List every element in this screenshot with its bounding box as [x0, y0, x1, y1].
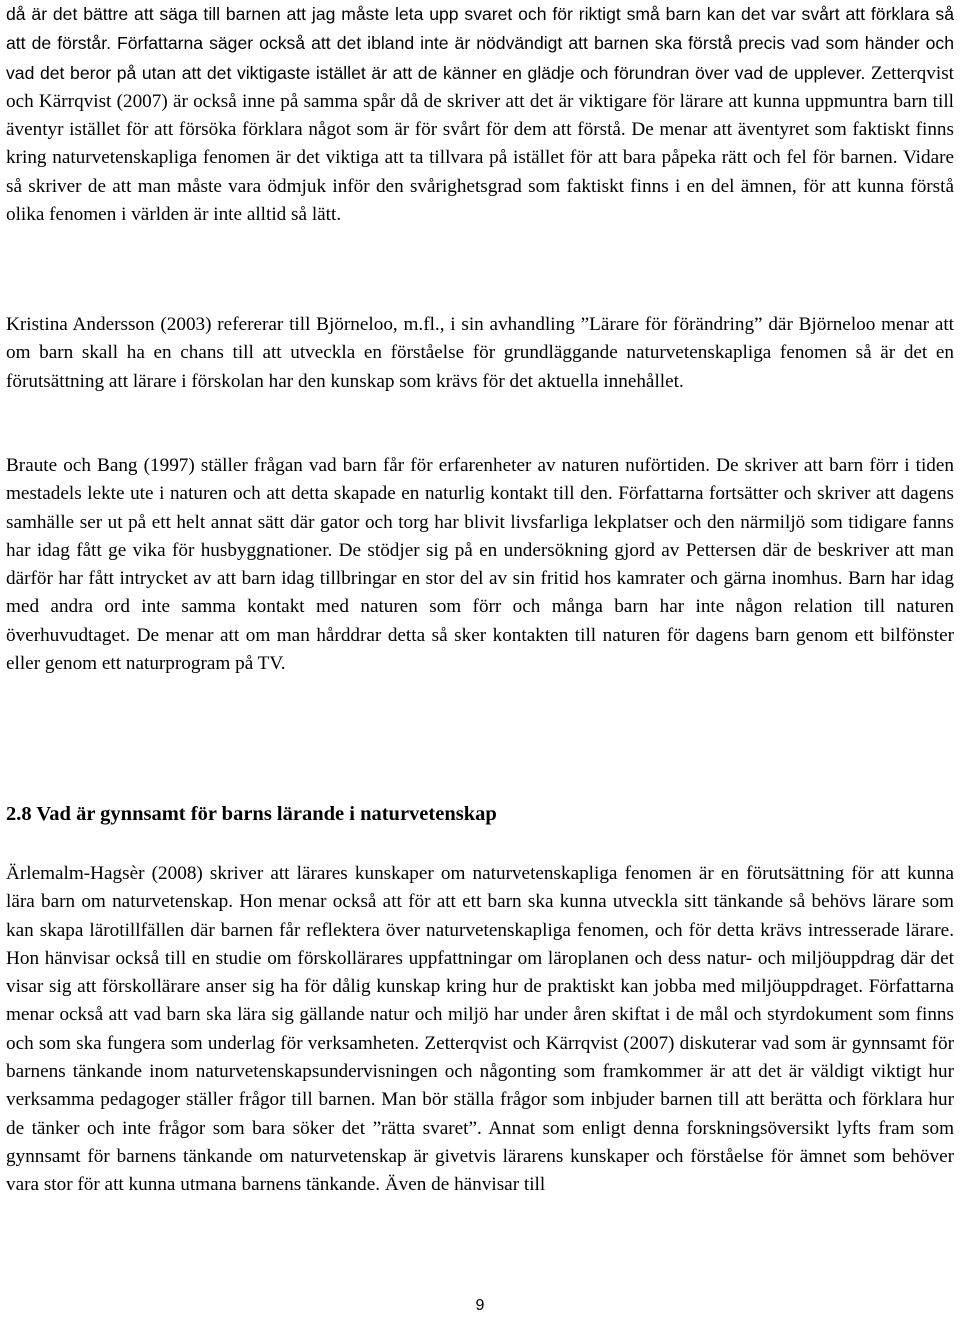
- paragraph-lead-text: då är det bättre att säga till barnen att jag måste leta upp svaret och för riktigt små barn kan det var svårt att förklara så att de förstår. Författarna säger också att det ibland inte är nödvändigt att barnen ska förstå precis vad som händer och vad det beror på utan att det viktigaste istället är att de känner en glädje och förundran över vad de upplever.: [6, 4, 954, 83]
- body-paragraph: Braute och Bang (1997) ställer frågan vad barn får för erfarenheter av naturen nuförtiden. De skriver att barn förr i tiden mestadels lekte ute i naturen och att detta skapade en naturlig kontakt till den. Författarna fortsätter och skriver att dagens samhälle ser ut på ett helt annat sätt där gator och torg har blivit livsfarliga lekplatser och den närmiljö som tidigare fanns har idag fått ge vika för husbyggnationer. De stödjer sig på en undersökning gjord av Pettersen där de beskriver att man därför har fått intrycket av att barn idag tillbringar en stor del av sin fritid hos kamrater och gärna inomhus. Barn har idag med andra ord inte samma kontakt med naturen som förr och många barn har inte någon relation till naturen överhuvudtaget. De menar att om man hårddrar detta så sker kontakten till naturen för dagens barn genom ett bilfönster eller genom ett naturprogram på TV.: [6, 455, 954, 675]
- page-number: 9: [475, 1297, 485, 1314]
- body-paragraph: Ärlemalm-Hagsèr (2008) skriver att lärares kunskaper om naturvetenskapliga fenomen är en förutsättning för att kunna lära barn om naturvetenskap. Hon menar också att för att ett barn ska kunna utveckla sitt tänkande så behövs lärare som kan skapa lärotillfällen där barnen får reflektera över naturvetenskapliga fenomen, och för detta krävs intresserade lärare. Hon hänvisar också till en studie om förskollärares uppfattningar om läroplanen och dess natur- och miljöuppdrag där det visar sig att förskollärare anser sig ha för dålig kunskap kring hur de praktiskt kan jobba med miljöuppdraget. Författarna menar också att vad barn ska lära sig gällande natur och miljö har under åren skiftat i de mål och styrdokument som finns och som ska fungera som underlag för verksamheten. Zetterqvist och Kärrqvist (2007) diskuterar vad som är gynnsamt för barnens tänkande inom naturvetenskapsundervisningen och någonting som framkommer är att det är väldigt viktigt hur verksamma pedagoger ställer frågor till barnen. Man bör ställa frågor som inbjuder barnen till att berätta och förklara hur de tänker och inte frågor som bara söker det ”rätta svaret”. Annat som enligt denna forskningsöversikt lyfts fram som gynnsamt för barnens tänkande om naturvetenskap är givetvis lärarens kunskaper och förståelse för ämnet som behöver vara stor för att kunna utmana barnens tänkande. Även de hänvisar till: [6, 863, 954, 1196]
- section-heading: 2.8 Vad är gynnsamt för barns lärande i naturvetenskap: [6, 803, 497, 825]
- body-paragraph: Kristina Andersson (2003) refererar till Björneloo, m.fl., i sin avhandling ”Lärare för förändring” där Björneloo menar att om barn skall ha en chans till att utveckla en förståelse för grundläggande naturvetenskapliga fenomen så är det en förutsättning att lärare i förskolan har den kunskap som krävs för det aktuella innehållet.: [6, 314, 954, 392]
- body-paragraph: [6, 0, 954, 229]
- paragraph-text: Zetterqvist och Kärrqvist (2007) är också inne på samma spår då de skriver att det är viktigare för lärare att kunna uppmuntra barn till äventyr istället för att försöka förklara något som är för svårt för dem att förstå. De menar att äventyret som faktiskt finns kring naturvetenskapliga fenomen är det viktiga att ta tillvara på istället för att bara påpeka rätt och fel för barnen. Vidare så skriver de att man måste vara ödmjuk inför den svårighetsgrad som faktiskt finns i en del ämnen, för att kunna förstå olika fenomen i världen är inte alltid så lätt.: [6, 62, 954, 226]
